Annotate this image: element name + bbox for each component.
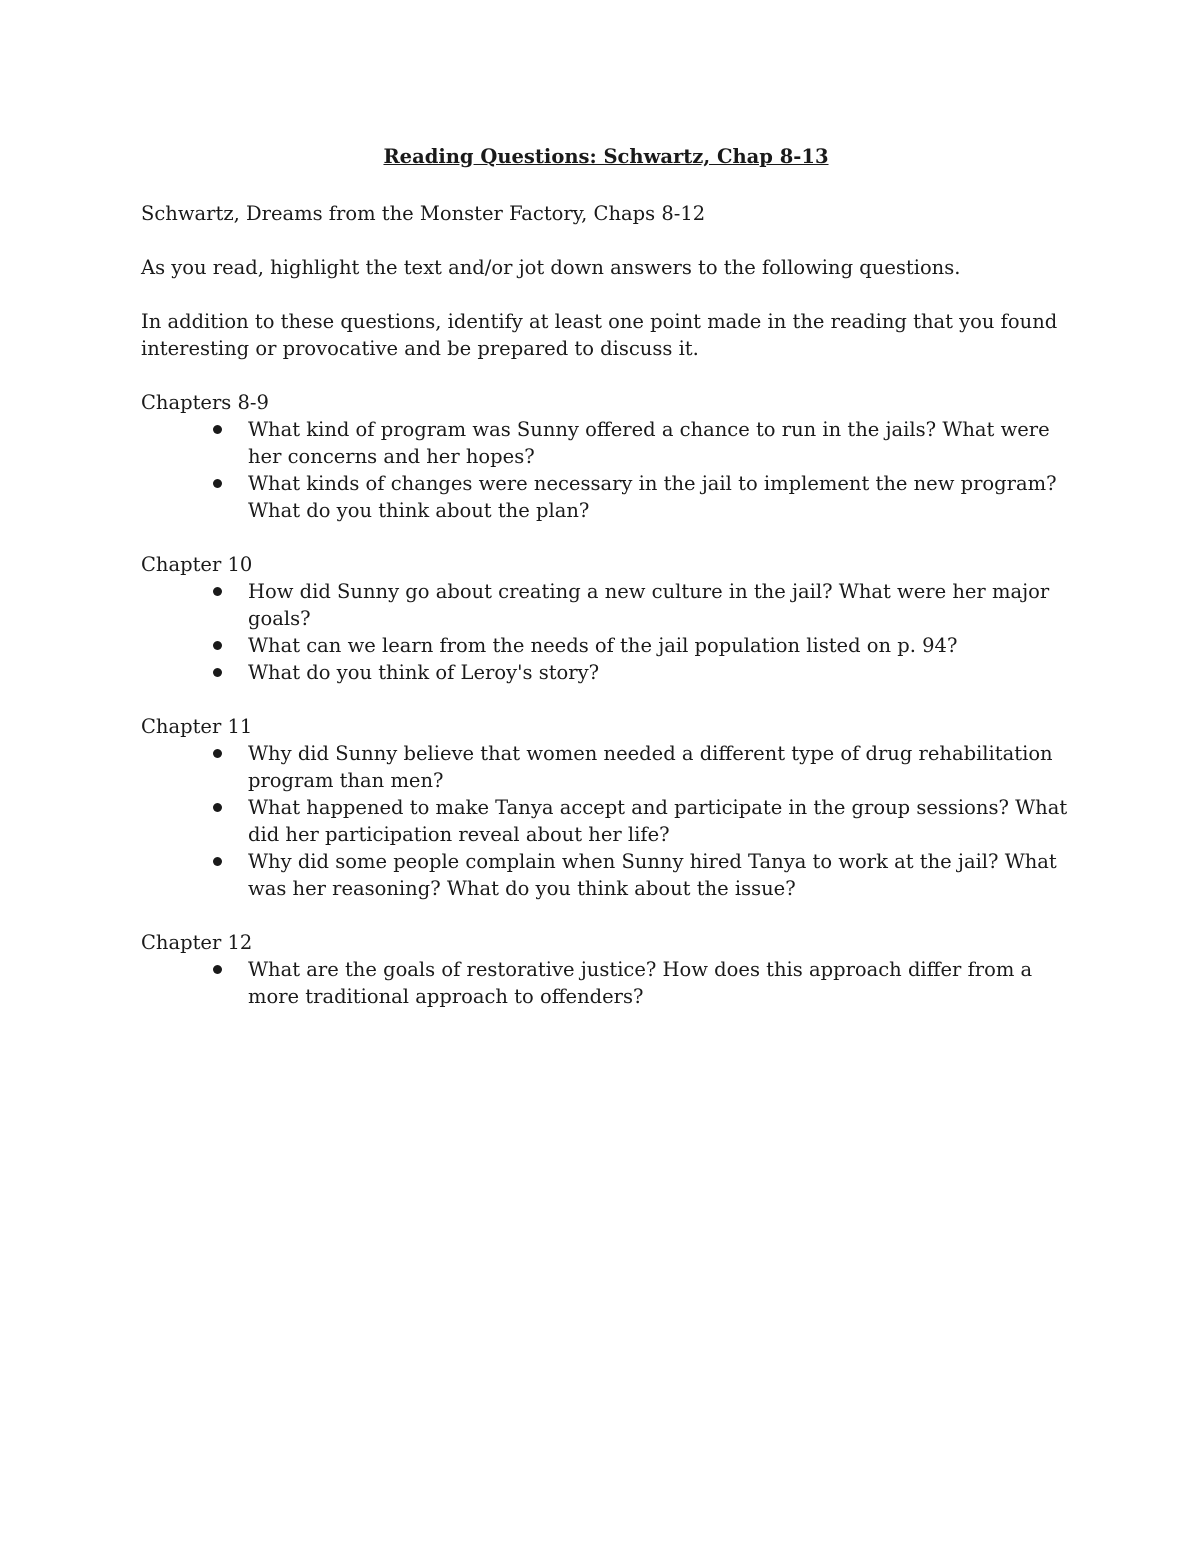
bullet-icon <box>213 668 222 677</box>
section-chapters-8-9 <box>141 389 1071 524</box>
question-text: What can we learn from the needs of the jail population listed on p. 94? <box>248 634 958 657</box>
question-item <box>141 416 1071 470</box>
section-heading: Chapter 12 <box>141 931 253 954</box>
question-list <box>141 578 1071 686</box>
section-heading: Chapter 10 <box>141 553 253 576</box>
question-text: What kind of program was Sunny offered a chance to run in the jails? What were her concerns and her hopes? <box>248 418 1050 468</box>
bullet-icon <box>213 965 222 974</box>
question-text: What kinds of changes were necessary in the jail to implement the new program? What do you think about the plan? <box>248 472 1057 522</box>
bullet-icon <box>213 425 222 434</box>
question-text: How did Sunny go about creating a new culture in the jail? What were her major goals? <box>248 580 1050 630</box>
question-item <box>141 740 1071 794</box>
question-list <box>141 416 1071 524</box>
question-item <box>141 659 1071 686</box>
section-chapter-10 <box>141 551 1071 686</box>
section-chapter-12 <box>141 929 1071 1010</box>
question-item <box>141 632 1071 659</box>
question-text: What happened to make Tanya accept and participate in the group sessions? What did her participation reveal about her life? <box>248 796 1068 846</box>
question-text: What are the goals of restorative justice? How does this approach differ from a more traditional approach to offenders? <box>248 958 1033 1008</box>
additional-instruction-text: In addition to these questions, identify at least one point made in the reading that you found interesting or provocative and be prepared to discuss it. <box>141 310 1058 360</box>
question-list <box>141 740 1071 902</box>
question-text: What do you think of Leroy's story? <box>248 661 600 684</box>
instruction-text: As you read, highlight the text and/or jot down answers to the following questions. <box>141 256 961 279</box>
section-chapter-11 <box>141 713 1071 902</box>
question-text: Why did some people complain when Sunny hired Tanya to work at the jail? What was her reasoning? What do you think about the issue? <box>248 850 1057 900</box>
question-item <box>141 794 1071 848</box>
bullet-icon <box>213 803 222 812</box>
question-item <box>141 956 1071 1010</box>
bullet-icon <box>213 641 222 650</box>
document-subtitle: Schwartz, Dreams from the Monster Factory, Chaps 8-12 <box>141 202 706 225</box>
question-text: Why did Sunny believe that women needed a different type of drug rehabilitation program than men? <box>248 742 1053 792</box>
bullet-icon <box>213 857 222 866</box>
question-item <box>141 848 1071 902</box>
question-list <box>141 956 1071 1010</box>
question-item <box>141 578 1071 632</box>
bullet-icon <box>213 479 222 488</box>
bullet-icon <box>213 749 222 758</box>
document-title: Reading Questions: Schwartz, Chap 8-13 <box>383 145 829 168</box>
section-heading: Chapter 11 <box>141 715 253 738</box>
section-heading: Chapters 8-9 <box>141 391 269 414</box>
document-page <box>141 140 1071 1037</box>
bullet-icon <box>213 587 222 596</box>
question-item <box>141 470 1071 524</box>
